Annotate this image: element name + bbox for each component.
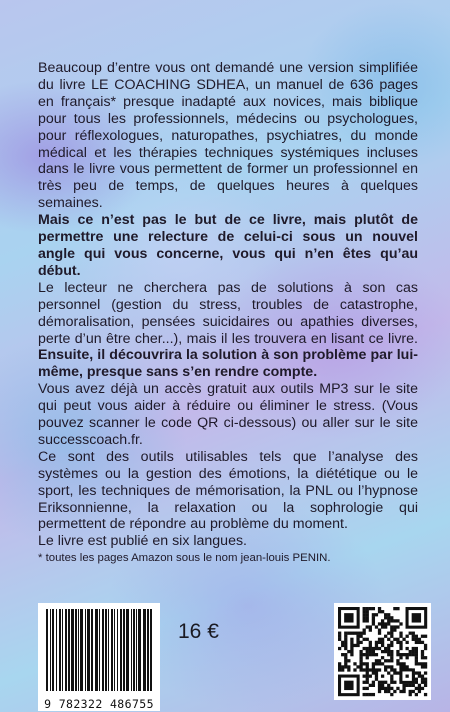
paragraph-tools: Ce sont des outils utilisables tels que l’analyse des systèmes ou la gestion des émotions, la diététique ou le sport, les techniques de mémorisation, la PNL ou l’hypnose Eriksonnienne, la relaxation ou la sophrologie qui permettent de répondre au problème du moment. [38,448,418,533]
isbn-barcode-icon [38,603,160,711]
paragraph-languages: Le livre est publié en six langues. [38,533,247,550]
footnote: * toutes les pages Amazon sous le nom jean-louis PENIN. [38,552,331,565]
barcode-digits: 9 782322 486755 [44,697,154,711]
barcode-bars [38,603,160,695]
paragraph-mp3: Vous avez déjà un accès gratuit aux outils MP3 sur le site qui peut vous aider à réduire ou éliminer le stress. (Vous pouvez scanner le code QR ci-dessous) ou aller sur le site successcoach.fr. [38,381,418,448]
price: 16 € [178,620,219,643]
paragraph-purpose: Mais ce n’est pas le but de ce livre, mais plutôt de permettre une relecture de celui-ci sous un nouvel angle qui vous concerne, vous qui n’en êtes qu’au début. [38,212,418,279]
back-cover-text [38,60,418,566]
paragraph-reader [38,280,418,381]
qr-code-icon[interactable] [334,603,431,700]
paragraph-reader-bold: Ensuite, il découvrira la solution à son problème par lui-même, presque sans s’en rendre compte. [38,347,418,381]
paragraph-intro: Beaucoup d’entre vous ont demandé une version simplifiée du livre LE COACHING SDHEA, un manuel de 636 pages en français* presque inadapté aux novices, mais biblique pour tous les professionnels, médecins ou psychologues, pour réflexologues, naturopathes, psychiatres, du monde médical et les thérapies techniques systémiques incluses dans le livre vous permettent de former un professionnel en très peu de temps, de quelques heures à quelques semaines. [38,60,418,212]
paragraph-reader-text: Le lecteur ne cherchera pas de solutions à son cas personnel (gestion du stress, troubles de catastrophe, démoralisation, pensées suicidaires ou apathies diverses, perte d’un être cher...), mais il les trouvera en lisant ce livre. [38,279,418,347]
